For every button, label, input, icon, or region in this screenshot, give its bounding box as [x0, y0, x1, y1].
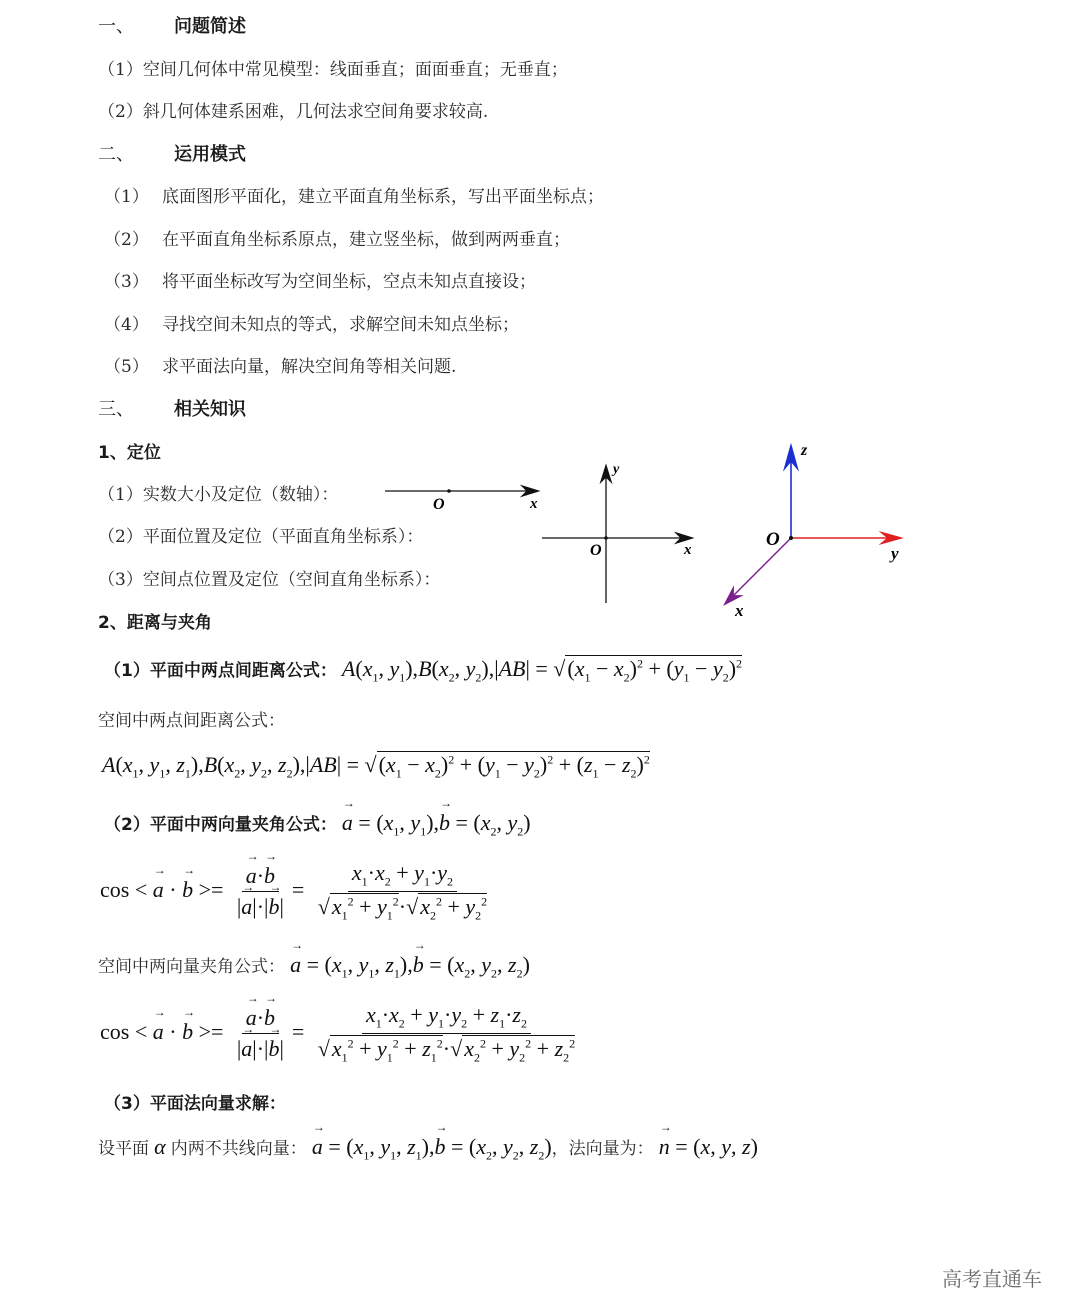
section-2-item-4: （4） 寻找空间未知点的等式，求解空间未知点坐标；: [104, 315, 519, 335]
section-2-item-1: （1） 底面图形平面化，建立平面直角坐标系，写出平面坐标点；: [104, 187, 604, 207]
positioning-item-1: （1）实数大小及定位（数轴）：: [98, 485, 339, 505]
normal-vector-line: 设平面 α 内两不共线向量： → $a = (x_1$, $y_1$, $z_1),\to b = (x_2$, $y_2$, $z_2$)，法向量为： → n = (x, y, z): [98, 1134, 758, 1163]
normal-vector-heading: （3）平面法向量求解：: [104, 1094, 286, 1114]
positioning-item-2: （2）平面位置及定位（平面直角坐标系）：: [98, 527, 424, 547]
plane-distance-formula: （1）平面中两点间距离公式： $A(x_1$, $y_1),B(x_2$, $y_2),|AB| = √(x_1 - x_2)^2 + (y_1 - y_2)^2$: [104, 656, 743, 685]
section-2-item-5: （5） 求平面法向量，解决空间角等相关问题.: [104, 357, 457, 377]
distance-angle-title: 2、距离与夹角: [98, 613, 212, 633]
svg-text:O: O: [590, 542, 602, 559]
svg-text:x: x: [530, 496, 538, 512]
space-angle-formula: cos < → a · → b >= → $\frac{a\cdot\to b}{|\to a|\cdot|\to b|}$ = $\frac{x_1\cdot x_2 + y_1\cdot y_2 + z_1\cdot z_2}{√x_1^2 + y_1^2 + z_1^2\cdot√x_2^2 + y_2^2 + z_2^2}$: [100, 1002, 583, 1066]
section-1-item-2: （2）斜几何体建系困难，几何法求空间角要求较高.: [98, 102, 489, 122]
space-angle-heading: 空间中两向量夹角公式： → $a = (x_1$, $y_1$, $z_1),\to b = (x_2$, $y_2$, $z_2$): [98, 952, 530, 981]
svg-text:z: z: [801, 442, 808, 459]
coordinate-diagrams: [0, 0, 1080, 640]
plane-distance-math: $A(x_1$, $y_1),B(x_2$, $y_2),|AB| = √(x_1 - x_2)^2 + (y_1 - y_2)^2$: [341, 656, 743, 685]
svg-text:x: x: [735, 601, 744, 620]
space-distance-label: 空间中两点间距离公式：: [98, 711, 285, 731]
section-1-heading: 一、 问题简述: [98, 16, 246, 37]
svg-text:O: O: [433, 496, 445, 513]
svg-text:x: x: [684, 542, 692, 558]
svg-text:y: y: [613, 462, 620, 477]
positioning-title: 1、定位: [98, 443, 161, 463]
positioning-item-3: （3）空间点位置及定位（空间直角坐标系）：: [98, 570, 441, 590]
section-1-item-1: （1）空间几何体中常见模型：线面垂直；面面垂直；无垂直；: [98, 60, 568, 80]
watermark: 高考直通车: [942, 1267, 1042, 1291]
space-coordinate-diagram: [725, 442, 901, 620]
space-distance-formula: $A(x_1$, $y_1$, $z_1),B(x_2$, $y_2$, $z_2),|AB| = √(x_1 - x_2)^2 + (y_1 - y_2)^2 + (z_1 - z_2)^2$: [102, 752, 650, 781]
number-line-diagram: [385, 489, 538, 513]
section-3-heading: 三、 相关知识: [98, 399, 246, 420]
plane-coordinate-diagram: [542, 462, 692, 603]
plane-angle-heading: （2）平面中两向量夹角公式： → $a = (x_1$, $y_1),\to b = (x_2$, $y_2$): [104, 810, 531, 839]
section-2-item-2: （2） 在平面直角坐标系原点，建立竖坐标，做到两两垂直；: [104, 230, 570, 250]
section-2-heading: 二、 运用模式: [98, 144, 246, 165]
svg-text:y: y: [891, 544, 899, 563]
svg-text:O: O: [766, 529, 780, 550]
section-2-item-3: （3） 将平面坐标改写为空间坐标，空点未知点直接设；: [104, 272, 536, 292]
plane-angle-formula: cos < → a · → b >= → $\frac{a\cdot\to b}{|\to a|\cdot|\to b|}$ = $\frac{x_1\cdot x_2 + y_1\cdot y_2}{√x_1^2 + y_1^2\cdot√x_2^2 + y_2^2}$: [100, 860, 495, 924]
